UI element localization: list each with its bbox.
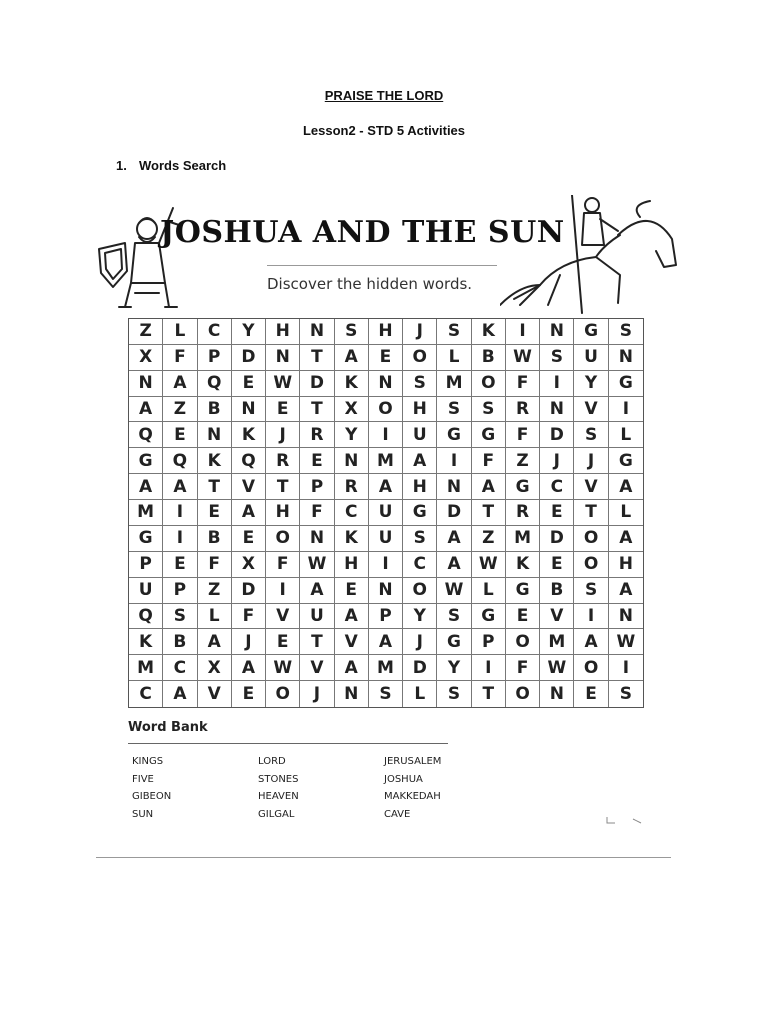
grid-cell: A [335,604,369,630]
grid-cell: I [163,526,197,552]
grid-cell: R [506,500,540,526]
grid-cell: C [403,552,437,578]
grid-cell: E [335,578,369,604]
grid-cell: S [619,684,632,705]
grid-cell: E [163,422,197,448]
grid-cell: V [198,681,232,707]
grid-cell: A [609,526,643,552]
grid-cell: Y [437,655,471,681]
grid-cell: N [129,371,163,397]
grid-cell: J [232,629,266,655]
grid-cell: A [232,655,266,681]
grid-cell: D [403,655,437,681]
grid-cell: A [163,681,197,707]
grid-cell: S [403,371,437,397]
grid-cell: I [437,448,471,474]
grid-cell: A [198,629,232,655]
grid-cell: X [198,655,232,681]
grid-cell: N [437,474,471,500]
grid-cell: J [540,448,574,474]
grid-cell: K [198,448,232,474]
corner-marks [605,815,645,825]
grid-cell: B [540,578,574,604]
grid-cell: W [437,578,471,604]
grid-cell: A [335,345,369,371]
grid-cell: O [506,629,540,655]
grid-cell: M [437,371,471,397]
grid-cell: V [232,474,266,500]
grid-cell: F [472,448,506,474]
grid-cell: L [163,319,197,345]
grid-cell: I [574,604,608,630]
grid-cell: G [472,604,506,630]
grid-cell: D [540,526,574,552]
grid-cell: K [129,629,163,655]
grid-cell: Z [472,526,506,552]
grid-cell: O [472,371,506,397]
grid-cell: A [129,397,163,423]
grid-cell: N [335,448,369,474]
grid-cell: M [506,526,540,552]
grid-cell: I [163,500,197,526]
grid-cell: W [540,655,574,681]
grid-cell: A [437,552,471,578]
word-bank-item: FIVE [132,773,154,785]
grid-cell: H [403,397,437,423]
document-title: PRAISE THE LORD [324,88,444,103]
grid-cell: H [403,474,437,500]
grid-cell: Y [335,422,369,448]
grid-cell: F [506,422,540,448]
grid-cell: N [540,319,574,345]
grid-cell: I [472,655,506,681]
grid-cell: G [437,629,471,655]
grid-cell: U [369,500,403,526]
word-bank-item: SUN [132,808,154,820]
grid-cell: T [574,500,608,526]
grid-cell: L [403,681,437,707]
grid-cell: M [540,629,574,655]
grid-cell: B [198,526,232,552]
grid-cell: C [129,681,163,707]
grid-cell: S [369,681,403,707]
grid-cell: N [609,345,643,371]
grid-cell: J [300,681,334,707]
grid-cell: D [540,422,574,448]
grid-cell: T [300,345,334,371]
grid-cell: E [540,500,574,526]
grid-cell: R [266,448,300,474]
grid-cell: H [609,552,643,578]
grid-cell: K [506,552,540,578]
grid-cell: S [472,397,506,423]
grid-cell: I [266,578,300,604]
grid-cell: G [129,448,163,474]
grid-cell: P [198,345,232,371]
grid-cell: Z [129,319,163,345]
grid-cell: G [403,500,437,526]
grid-cell: K [232,422,266,448]
grid-cell: N [369,371,403,397]
word-bank-column-3 [384,753,441,823]
grid-cell: E [198,500,232,526]
worksheet-subtitle: Discover the hidden words. [267,275,473,293]
word-bank-item: MAKKEDAH [384,791,441,802]
grid-cell: O [369,397,403,423]
grid-cell: E [232,526,266,552]
word-bank-item: KINGS [132,756,164,767]
grid-cell: Q [163,448,197,474]
grid-cell: F [300,500,334,526]
grid-cell: N [198,422,232,448]
grid-cell: L [437,345,471,371]
grid-cell: F [266,552,300,578]
grid-cell: B [472,345,506,371]
grid-cell: Z [506,448,540,474]
grid-cell: U [300,604,334,630]
grid-cell: T [472,681,506,707]
grid-cell: C [540,474,574,500]
grid-cell: W [506,345,540,371]
grid-cell: V [300,655,334,681]
grid-cell: S [335,319,369,345]
grid-cell: L [472,578,506,604]
grid-cell: P [369,604,403,630]
word-bank-column-2 [258,753,299,823]
grid-cell: F [232,604,266,630]
grid-cell: E [506,604,540,630]
grid-cell: P [472,629,506,655]
grid-cell: I [506,319,540,345]
grid-cell: V [574,474,608,500]
word-bank-title: Word Bank [128,720,208,735]
grid-cell: A [335,655,369,681]
grid-cell: N [300,526,334,552]
word-bank-item: HEAVEN [258,791,299,802]
grid-cell: O [266,681,300,707]
grid-cell: E [266,629,300,655]
grid-cell: A [403,448,437,474]
grid-cell: P [300,474,334,500]
grid-cell: F [506,371,540,397]
grid-cell: Q [129,604,163,630]
grid-cell: M [369,448,403,474]
grid-cell: F [506,655,540,681]
grid-cell: W [609,629,643,655]
grid-cell: S [437,681,471,707]
grid-cell: O [574,655,608,681]
grid-cell: A [472,474,506,500]
grid-cell: N [300,319,334,345]
word-bank-item: LORD [258,756,286,767]
word-bank-item: GILGAL [258,808,295,820]
grid-cell: R [506,397,540,423]
grid-cell: N [609,604,643,630]
grid-cell: X [129,345,163,371]
grid-cell: V [540,604,574,630]
grid-cell: I [609,397,643,423]
grid-cell: N [335,681,369,707]
word-bank-column-1 [132,753,171,823]
grid-cell: A [369,474,403,500]
word-bank-item: GIBEON [132,791,172,802]
grid-cell: E [369,345,403,371]
grid-cell: S [540,345,574,371]
grid-cell: C [198,319,232,345]
grid-cell: G [506,474,540,500]
grid-cell: Y [574,371,608,397]
document-subtitle: Lesson2 - STD 5 Activities [302,123,466,138]
grid-cell: K [472,319,506,345]
grid-cell: D [232,578,266,604]
grid-cell: Q [198,371,232,397]
grid-cell: G [437,422,471,448]
grid-cell: A [300,578,334,604]
grid-cell: U [369,526,403,552]
grid-cell: E [163,552,197,578]
grid-cell: H [335,552,369,578]
grid-cell: J [403,319,437,345]
grid-cell: A [163,474,197,500]
grid-cell: L [609,500,643,526]
grid-cell: W [266,371,300,397]
grid-cell: N [369,578,403,604]
grid-cell: O [266,526,300,552]
section-heading-text: Words Search [139,158,227,173]
grid-cell: P [163,578,197,604]
section-heading [116,158,226,173]
grid-cell: J [403,629,437,655]
section-number: 1. [116,158,127,173]
grid-cell: T [300,397,334,423]
grid-cell: N [232,397,266,423]
grid-cell: G [506,578,540,604]
grid-cell: P [129,552,163,578]
grid-cell: U [574,345,608,371]
grid-cell: K [335,371,369,397]
grid-cell: Q [232,448,266,474]
grid-cell: O [403,578,437,604]
grid-cell: T [266,474,300,500]
grid-cell: E [266,397,300,423]
grid-cell: I [540,371,574,397]
grid-cell: H [266,500,300,526]
grid-cell: L [609,422,643,448]
grid-cell: R [335,474,369,500]
grid-cell: S [609,319,643,345]
page-divider [96,857,671,858]
grid-cell: M [369,655,403,681]
grid-cell: Y [403,604,437,630]
grid-cell: W [472,552,506,578]
grid-cell: O [574,526,608,552]
grid-cell: I [369,422,403,448]
word-bank-item: JERUSALEM [384,756,442,767]
grid-cell: J [574,448,608,474]
grid-cell: C [163,655,197,681]
grid-cell: V [335,629,369,655]
word-bank-item: CAVE [384,808,411,820]
grid-cell: R [300,422,334,448]
grid-cell: A [232,500,266,526]
word-bank-item: JOSHUA [384,773,423,785]
grid-cell: N [540,681,574,707]
grid-cell: G [574,319,608,345]
grid-cell: N [540,397,574,423]
grid-cell: A [163,371,197,397]
grid-cell: E [232,681,266,707]
grid-cell: V [266,604,300,630]
grid-cell: B [198,397,232,423]
grid-cell: D [232,345,266,371]
grid-cell: U [403,422,437,448]
grid-cell: B [163,629,197,655]
grid-cell: O [506,681,540,707]
grid-cell: A [609,578,643,604]
grid-cell: T [300,629,334,655]
grid-cell: S [574,422,608,448]
grid-cell: G [129,526,163,552]
grid-cell: L [198,604,232,630]
grid-cell: V [574,397,608,423]
grid-cell: T [198,474,232,500]
grid-cell: Z [198,578,232,604]
grid-cell: U [129,578,163,604]
grid-cell: E [540,552,574,578]
grid-cell: H [369,319,403,345]
grid-cell: A [437,526,471,552]
grid-cell: K [335,526,369,552]
grid-cell: S [437,397,471,423]
title-divider [267,265,497,266]
grid-cell: A [574,629,608,655]
grid-cell: D [300,371,334,397]
grid-cell: Y [232,319,266,345]
grid-cell: O [403,345,437,371]
grid-cell: M [129,655,163,681]
grid-cell: D [437,500,471,526]
grid-cell: F [163,345,197,371]
grid-cell: H [266,319,300,345]
grid-cell: X [335,397,369,423]
grid-cell: J [266,422,300,448]
grid-cell: O [574,552,608,578]
grid-cell: E [232,371,266,397]
grid-cell: W [266,655,300,681]
word-bank-item: STONES [258,773,299,785]
rider-on-horse-icon [500,195,677,315]
grid-cell: Q [129,422,163,448]
grid-cell: E [574,681,608,707]
grid-cell: A [609,474,643,500]
word-bank-divider [128,743,448,744]
grid-cell: N [266,345,300,371]
grid-cell: F [198,552,232,578]
grid-cell: T [472,500,506,526]
grid-cell: G [609,448,643,474]
grid-cell: A [369,629,403,655]
grid-cell: Z [163,397,197,423]
grid-cell: C [335,500,369,526]
grid-cell: W [300,552,334,578]
word-search-worksheet [95,195,677,825]
grid-cell: S [437,604,471,630]
grid-cell: E [300,448,334,474]
grid-cell: I [369,552,403,578]
grid-cell: G [609,371,643,397]
letter-grid [128,318,644,708]
grid-cell: G [472,422,506,448]
grid-cell: I [609,655,643,681]
grid-cell: S [163,604,197,630]
worksheet-title: JOSHUA AND THE SUN [160,215,565,250]
grid-cell: S [403,526,437,552]
grid-cell: S [574,578,608,604]
grid-cell: X [232,552,266,578]
grid-cell: M [129,500,163,526]
grid-cell: S [437,319,471,345]
grid-cell: A [129,474,163,500]
